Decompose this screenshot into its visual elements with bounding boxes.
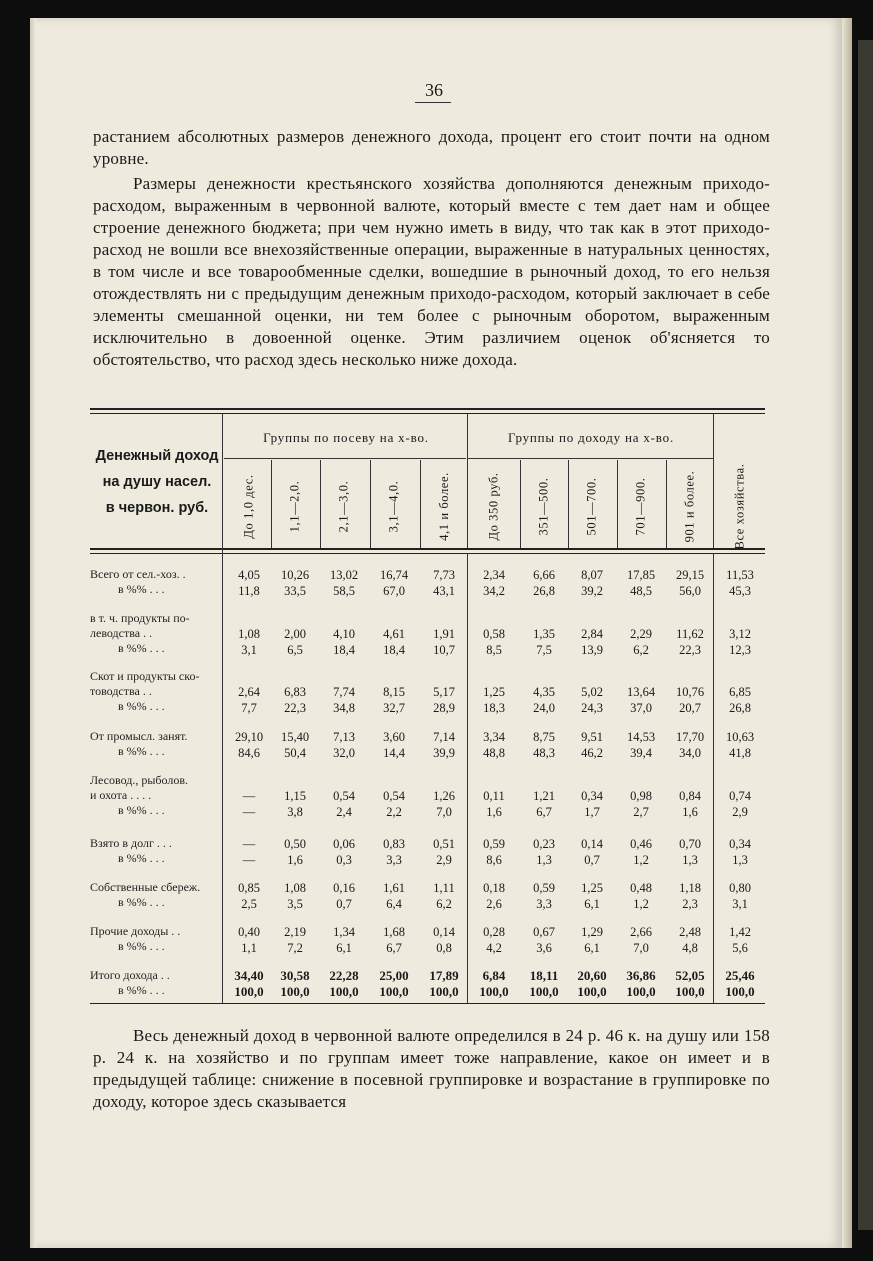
table-cell-percent: 1,1 <box>241 941 257 955</box>
table-cell-value: 0,18 <box>483 881 505 895</box>
table-cell-value: 18,11 <box>529 968 559 983</box>
table-cell-value: 2,48 <box>679 925 701 939</box>
column-divider <box>568 460 569 548</box>
corner-header-line-3: в червон. руб. <box>105 500 209 516</box>
column-header-label: 4,1 и более. <box>436 471 451 541</box>
table-cell-percent: 100,0 <box>329 984 359 999</box>
row-label-line: Взято в долг . . . <box>90 836 172 850</box>
table-cell-percent: 2,9 <box>436 853 452 867</box>
table-cell-value: 22,28 <box>329 968 359 983</box>
group-sowing-label: Группы по посеву на х-во. <box>263 430 429 445</box>
table-cell-value: 16,74 <box>379 568 409 582</box>
row-label-line: в %% . . . <box>118 641 165 655</box>
table-cell-value: 1,08 <box>238 627 260 641</box>
corner-header-line-1: Денежный доход <box>95 448 219 464</box>
column-divider <box>467 414 468 548</box>
table-cell-percent: 3,3 <box>536 897 552 911</box>
table-cell-percent: 48,8 <box>483 746 505 760</box>
table-cell-value: 13,64 <box>626 685 656 699</box>
table-cell-value: 5,02 <box>581 685 603 699</box>
table-cell-percent: 56,0 <box>679 584 701 598</box>
table-cell-percent: 4,8 <box>682 941 698 955</box>
row-label <box>90 611 222 656</box>
table-cell-percent: 48,3 <box>533 746 555 760</box>
table-cell-value: 10,76 <box>675 685 705 699</box>
table-cell-value: 6,83 <box>284 685 306 699</box>
table-cell-value: 2,64 <box>238 685 260 699</box>
table-cell-percent: 13,9 <box>581 643 603 657</box>
table-cell-percent: 100,0 <box>234 984 264 999</box>
column-header-label: 2,1—3,0. <box>336 480 351 532</box>
row-label <box>90 773 222 818</box>
table-cell-value: 0,48 <box>630 881 652 895</box>
table-cell-value: 15,40 <box>280 730 310 744</box>
group-income-label: Группы по доходу на х-во. <box>507 430 675 445</box>
column-divider <box>520 460 521 548</box>
table-cell-percent: 0,8 <box>436 941 452 955</box>
table-cell-value: 29,15 <box>675 568 705 582</box>
table-cell-value: 1,29 <box>581 925 603 939</box>
table-cell-percent: 3,1 <box>241 643 257 657</box>
table-cell-value: 1,91 <box>433 627 455 641</box>
table-cell-percent: 6,4 <box>386 897 402 911</box>
table-cell-percent: 1,3 <box>682 853 698 867</box>
column-header <box>534 463 554 549</box>
group-income-rule <box>468 458 714 459</box>
table-cell-percent: 39,9 <box>433 746 455 760</box>
table-cell-value: 4,05 <box>238 568 260 582</box>
table-cell-percent: 6,7 <box>536 805 552 819</box>
table-cell-value: 1,26 <box>433 789 455 803</box>
row-label-line: товодства . . <box>90 684 152 698</box>
table-cell-percent: 1,2 <box>633 853 649 867</box>
table-cell-value: 0,67 <box>533 925 555 939</box>
table-cell-percent: 24,3 <box>581 701 603 715</box>
table-cell-value: 6,66 <box>533 568 555 582</box>
row-label-line: в %% . . . <box>118 983 165 997</box>
table-cell-value: 2,00 <box>284 627 306 641</box>
table-cell-value: 4,35 <box>533 685 555 699</box>
table-cell-value: 3,60 <box>383 730 405 744</box>
row-label <box>90 729 222 759</box>
table-cell-percent: 39,2 <box>581 584 603 598</box>
table-cell-percent: 10,7 <box>433 643 455 657</box>
table-cell-percent: 1,6 <box>682 805 698 819</box>
table-cell-percent: 34,8 <box>333 701 355 715</box>
table-cell-value: 0,34 <box>729 837 751 851</box>
row-label-line: в т. ч. продукты по- <box>90 611 190 625</box>
table-cell-percent: 5,6 <box>732 941 748 955</box>
table-cell-percent: 3,3 <box>386 853 402 867</box>
table-cell-percent: 100,0 <box>577 984 607 999</box>
table-cell-percent: — <box>242 805 256 819</box>
table-cell-percent: 0,7 <box>336 897 352 911</box>
table-cell-percent: 34,2 <box>483 584 505 598</box>
table-cell-percent: 6,7 <box>386 941 402 955</box>
table-cell-percent: 3,1 <box>732 897 748 911</box>
table-top-rule-2 <box>90 413 765 414</box>
table-cell-value: 2,19 <box>284 925 306 939</box>
table-cell-value: 0,84 <box>679 789 701 803</box>
column-header <box>384 463 404 549</box>
table-cell-percent: 100,0 <box>429 984 459 999</box>
table-cell-percent: 6,2 <box>436 897 452 911</box>
table-cell-percent: 1,3 <box>536 853 552 867</box>
table-cell-value: 0,98 <box>630 789 652 803</box>
table-cell-percent: 26,8 <box>533 584 555 598</box>
column-divider <box>271 460 272 548</box>
table-cell-percent: 46,2 <box>581 746 603 760</box>
table-cell-percent: 43,1 <box>433 584 455 598</box>
row-label-line: в %% . . . <box>118 895 165 909</box>
column-header-label: 501—700. <box>584 477 599 535</box>
table-cell-value: 1,21 <box>533 789 555 803</box>
column-header-label: До 350 руб. <box>486 471 501 541</box>
table-cell-percent: 1,2 <box>633 897 649 911</box>
table-cell-percent: 1,7 <box>584 805 600 819</box>
page-right-edge <box>842 18 852 1248</box>
row-label-line: Лесовод., рыболов. <box>90 773 189 787</box>
paragraph-2 <box>93 173 770 371</box>
table-cell-value: 8,75 <box>533 730 555 744</box>
table-cell-percent: 28,9 <box>433 701 455 715</box>
column-header <box>239 463 259 549</box>
table-cell-percent: 22,3 <box>679 643 701 657</box>
table-cell-percent: 2,2 <box>386 805 402 819</box>
column-header-label: 351—500. <box>536 477 551 535</box>
table-cell-value: 0,85 <box>238 881 260 895</box>
table-cell-percent: 18,4 <box>383 643 405 657</box>
table-cell-value: 4,10 <box>333 627 355 641</box>
table-cell-value: 8,07 <box>581 568 603 582</box>
table-cell-percent: 1,6 <box>486 805 502 819</box>
row-label-line: в %% . . . <box>118 939 165 953</box>
table-cell-percent: 11,8 <box>238 584 260 598</box>
table-cell-percent: 0,7 <box>584 853 600 867</box>
column-divider <box>713 414 714 548</box>
table-cell-percent: 8,6 <box>486 853 502 867</box>
table-cell-percent: 7,7 <box>241 701 257 715</box>
table-cell-value: 7,13 <box>333 730 355 744</box>
group-sowing-rule <box>224 458 466 459</box>
table-cell-percent: 58,5 <box>333 584 355 598</box>
table-cell-percent: 2,9 <box>732 805 748 819</box>
table-cell-percent: 7,0 <box>436 805 452 819</box>
table-cell-value: 8,15 <box>383 685 405 699</box>
table-cell-percent: 100,0 <box>725 984 755 999</box>
table-cell-value: 5,17 <box>433 685 455 699</box>
table-cell-value: 17,85 <box>626 568 656 582</box>
table-cell-percent: 7,5 <box>536 643 552 657</box>
table-cell-value: 34,40 <box>234 968 264 983</box>
row-label-line: леводства . . <box>90 626 153 640</box>
table-cell-percent: — <box>242 853 256 867</box>
table-cell-value: 11,53 <box>726 568 754 582</box>
table-cell-value: 13,02 <box>329 568 359 582</box>
row-label <box>90 567 222 597</box>
table-cell-value: 3,34 <box>483 730 505 744</box>
column-header-label: 1,1—2,0. <box>287 480 302 532</box>
row-label-line: Итого дохода . . <box>90 968 170 982</box>
table-cell-percent: 18,3 <box>483 701 505 715</box>
table-cell-percent: 24,0 <box>533 701 555 715</box>
table-cell-value: 6,85 <box>729 685 751 699</box>
table-cell-percent: 20,7 <box>679 701 701 715</box>
column-divider <box>617 460 618 548</box>
table-cell-percent: 1,3 <box>732 853 748 867</box>
table-cell-value: 3,12 <box>729 627 751 641</box>
table-cell-value: 17,89 <box>429 968 459 983</box>
table-cell-value: 1,18 <box>679 881 701 895</box>
table-cell-percent: 1,6 <box>287 853 303 867</box>
table-cell-value: 2,34 <box>483 568 505 582</box>
column-header <box>434 463 454 549</box>
column-header-label: До 1,0 дес. <box>241 473 256 539</box>
table-cell-percent: 48,5 <box>630 584 652 598</box>
column-header <box>582 463 602 549</box>
table-cell-value: 0,74 <box>729 789 751 803</box>
row-label-line: Собственные сбереж. <box>90 880 201 894</box>
table-cell-value: 0,34 <box>581 789 603 803</box>
table-cell-value: 0,54 <box>333 789 355 803</box>
table-top-rule <box>90 408 765 410</box>
table-cell-percent: 6,1 <box>336 941 352 955</box>
table-cell-percent: 26,8 <box>729 701 751 715</box>
table-cell-value: 0,16 <box>333 881 355 895</box>
page-left-edge <box>30 18 36 1248</box>
table-cell-value: 0,14 <box>433 925 455 939</box>
table-cell-percent: 6,1 <box>584 897 600 911</box>
table-header-rule-2 <box>90 553 765 554</box>
row-label <box>90 968 222 998</box>
row-label-line: Прочие доходы . . <box>90 924 181 938</box>
table-cell-percent: 3,6 <box>536 941 552 955</box>
table-cell-percent: 7,0 <box>633 941 649 955</box>
table-cell-value: 10,26 <box>280 568 310 582</box>
page-number-underline <box>415 102 451 103</box>
table-cell-percent: 7,2 <box>287 941 303 955</box>
table-cell-value: 0,11 <box>483 789 505 803</box>
page-number: 36 <box>425 80 443 100</box>
table-cell-percent: 100,0 <box>280 984 310 999</box>
table-cell-percent: 14,4 <box>383 746 405 760</box>
table-cell-value: 1,34 <box>333 925 355 939</box>
column-header-label: 3,1—4,0. <box>386 480 401 532</box>
row-label <box>90 880 222 910</box>
table-cell-percent: 18,4 <box>333 643 355 657</box>
table-corner-header <box>92 443 222 521</box>
table-cell-percent: 3,5 <box>287 897 303 911</box>
table-cell-percent: 6,1 <box>584 941 600 955</box>
row-label-line: и охота . . . . <box>90 788 152 802</box>
column-header <box>730 463 750 549</box>
table-cell-value: 0,06 <box>333 837 355 851</box>
table-cell-percent: 84,6 <box>238 746 260 760</box>
table-cell-value: 1,15 <box>284 789 306 803</box>
table-cell-value: 1,42 <box>729 925 751 939</box>
table-cell-value: 0,40 <box>238 925 260 939</box>
table-cell-value: 1,25 <box>483 685 505 699</box>
row-label-line: Всего от сел.-хоз. . <box>90 567 186 581</box>
table-cell-value: 7,74 <box>333 685 355 699</box>
table-cell-percent: 100,0 <box>675 984 705 999</box>
table-cell-value: 9,51 <box>581 730 603 744</box>
table-cell-value: 2,66 <box>630 925 652 939</box>
table-header-rule <box>90 548 765 550</box>
table-cell-percent: 32,0 <box>333 746 355 760</box>
table-cell-percent: 6,5 <box>287 643 303 657</box>
table-cell-percent: 6,2 <box>633 643 649 657</box>
table-cell-value: 0,23 <box>533 837 555 851</box>
table-cell-value: 1,08 <box>284 881 306 895</box>
paragraph-3 <box>93 1025 770 1113</box>
table-cell-value: 14,53 <box>626 730 656 744</box>
next-page-strip <box>858 40 873 1230</box>
table-cell-percent: 67,0 <box>383 584 405 598</box>
table-cell-value: 11,62 <box>676 627 704 641</box>
row-label-line: в %% . . . <box>118 851 165 865</box>
corner-header-line-2: на душу насел. <box>102 474 212 490</box>
table-cell-value: 7,14 <box>433 730 455 744</box>
column-header <box>334 463 354 549</box>
table-cell-value: — <box>242 789 256 803</box>
column-divider <box>370 460 371 548</box>
table-cell-value: 1,25 <box>581 881 603 895</box>
table-cell-value: 0,14 <box>581 837 603 851</box>
table-cell-value: 0,80 <box>729 881 751 895</box>
table-cell-percent: 2,7 <box>633 805 649 819</box>
row-label-line: в %% . . . <box>118 744 165 758</box>
table-cell-value: 25,00 <box>379 968 409 983</box>
table-cell-value: 0,58 <box>483 627 505 641</box>
table-cell-percent: 2,6 <box>486 897 502 911</box>
table-cell-value: 30,58 <box>280 968 310 983</box>
table-cell-value: 52,05 <box>675 968 705 983</box>
table-cell-value: 0,59 <box>483 837 505 851</box>
column-divider <box>420 460 421 548</box>
column-header <box>680 463 700 549</box>
column-header <box>285 463 305 549</box>
table-cell-value: 0,28 <box>483 925 505 939</box>
row-label-line: От промысл. занят. <box>90 729 188 743</box>
table-cell-percent: 37,0 <box>630 701 652 715</box>
column-header-label: Все хозяйства. <box>732 463 747 549</box>
table-cell-value: 17,70 <box>675 730 705 744</box>
table-cell-percent: 100,0 <box>529 984 559 999</box>
table-cell-percent: 34,0 <box>679 746 701 760</box>
row-label <box>90 669 222 714</box>
table-cell-value: 1,68 <box>383 925 405 939</box>
table-cell-percent: 39,4 <box>630 746 652 760</box>
table-cell-percent: 2,5 <box>241 897 257 911</box>
table-cell-percent: 2,4 <box>336 805 352 819</box>
row-label <box>90 924 222 954</box>
table-cell-percent: 41,8 <box>729 746 751 760</box>
table-cell-percent: 3,8 <box>287 805 303 819</box>
table-cell-value: 0,50 <box>284 837 306 851</box>
table-cell-percent: 100,0 <box>479 984 509 999</box>
table-cell-value: 2,29 <box>630 627 652 641</box>
column-header-label: 901 и более. <box>682 470 697 542</box>
table-cell-percent: 33,5 <box>284 584 306 598</box>
table-cell-value: 2,84 <box>581 627 603 641</box>
table-cell-value: 0,83 <box>383 837 405 851</box>
paragraph-1-text: растанием абсолютных размеров денежного дохода, процент его стоит почти на одном уровне. <box>93 127 770 168</box>
table-cell-value: 0,46 <box>630 837 652 851</box>
table-cell-percent: 22,3 <box>284 701 306 715</box>
table-cell-value: 6,84 <box>482 968 506 983</box>
table-bottom-rule <box>90 1003 765 1004</box>
table-cell-value: 7,73 <box>433 568 455 582</box>
table-cell-value: 0,59 <box>533 881 555 895</box>
table-cell-value: 29,10 <box>234 730 264 744</box>
column-header-label: 701—900. <box>633 477 648 535</box>
row-label-line: в %% . . . <box>118 699 165 713</box>
row-label-line: Скот и продукты ско- <box>90 669 200 683</box>
table-cell-value: 4,61 <box>383 627 405 641</box>
column-header <box>484 463 504 549</box>
row-label-line: в %% . . . <box>118 582 165 596</box>
row-label <box>90 836 222 866</box>
paragraph-1 <box>93 126 770 170</box>
table-cell-value: 0,54 <box>383 789 405 803</box>
paragraph-2-text: Размеры денежности крестьянского хозяйства дополняются денежным приходо-расходом, выраженным в червонной валюте, который вместе с тем дает нам и общее строение денежного бюджета; при чем нужно иметь в виду, что так как в этот приходо-расход не вошли все внехозяйственные операции, выраженные в натуральных ценностях, в том числе и все товарообменные сделки, вошедшие в рыночный доход, то его нельзя отождествлять ни с предыдущим денежным приходо-расходом, который заключает в себе элементы смешанной оценки, ни тем более с рыночным оборотом, выраженным исключительно в довоенной оценке. Этим различием оценок об'ясняется то обстоятельство, что расход здесь несколько ниже дохода. <box>93 174 770 369</box>
table-cell-value: 0,51 <box>433 837 455 851</box>
table-cell-percent: 4,2 <box>486 941 502 955</box>
table-cell-value: 25,46 <box>725 968 755 983</box>
table-cell-percent: 2,3 <box>682 897 698 911</box>
table-cell-percent: 50,4 <box>284 746 306 760</box>
table-cell-value: 36,86 <box>626 968 656 983</box>
table-cell-percent: 45,3 <box>729 584 751 598</box>
table-cell-percent: 8,5 <box>486 643 502 657</box>
table-cell-value: 1,11 <box>433 881 455 895</box>
column-header <box>631 463 651 549</box>
paragraph-3-text: Весь денежный доход в червонной валюте определился в 24 р. 46 к. на душу или 158 р. 24 к. на хозяйство и по группам имеет тоже направление, какое он имеет и в предыдущей таблице: снижение в посевной группировке и возрастание в группировке по доходу, которое здесь сказывается <box>93 1026 770 1111</box>
table-cell-value: 0,70 <box>679 837 701 851</box>
row-label-line: в %% . . . <box>118 803 165 817</box>
table-cell-value: — <box>242 837 256 851</box>
table-cell-percent: 12,3 <box>729 643 751 657</box>
table-cell-percent: 32,7 <box>383 701 405 715</box>
table-cell-value: 10,63 <box>725 730 755 744</box>
table-cell-value: 20,60 <box>577 968 607 983</box>
column-divider <box>666 460 667 548</box>
table-cell-percent: 0,3 <box>336 853 352 867</box>
table-cell-value: 1,61 <box>383 881 405 895</box>
table-cell-percent: 100,0 <box>626 984 656 999</box>
table-cell-value: 1,35 <box>533 627 555 641</box>
column-divider <box>320 460 321 548</box>
table-cell-percent: 100,0 <box>379 984 409 999</box>
